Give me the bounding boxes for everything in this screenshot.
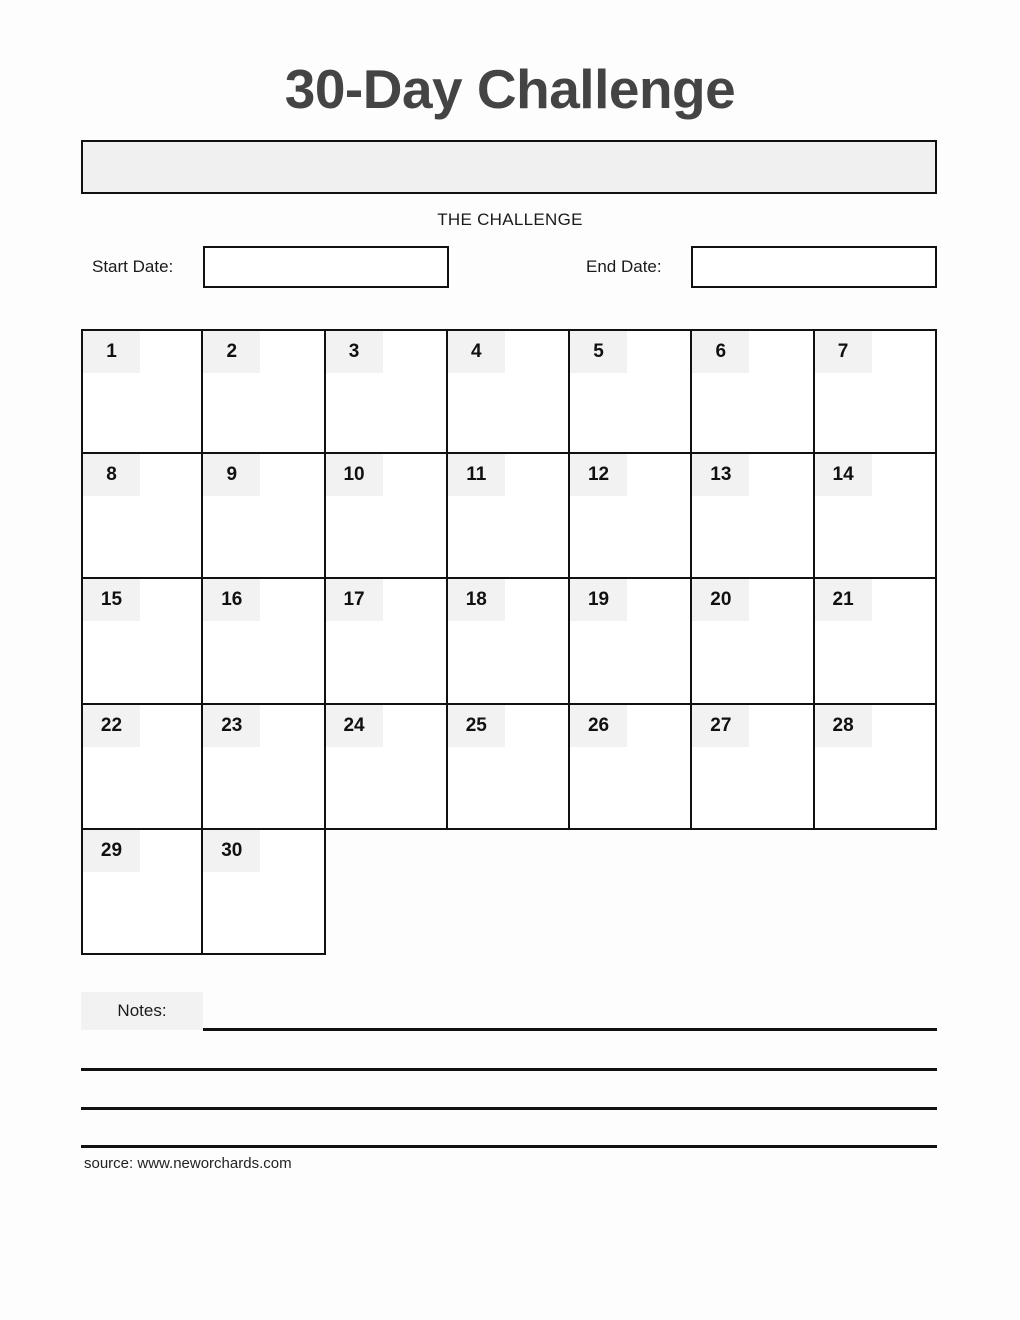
day-cell[interactable] [81,579,203,704]
day-number-badge: 8 [83,454,140,496]
day-cell[interactable] [570,579,692,704]
day-writing-area[interactable] [815,747,935,828]
day-cell[interactable] [570,705,692,830]
day-cell[interactable] [448,329,570,454]
day-number-badge: 20 [692,579,749,621]
day-number-badge: 9 [203,454,260,496]
day-writing-area[interactable] [692,496,812,577]
day-writing-area[interactable] [83,621,201,702]
day-number-badge: 18 [448,579,505,621]
day-cell[interactable] [326,579,448,704]
day-cell-empty [815,830,937,955]
day-number-badge: 25 [448,705,505,747]
notes-write-line[interactable] [81,1107,937,1110]
day-writing-area[interactable] [203,621,323,702]
day-number-badge: 26 [570,705,627,747]
day-cell[interactable] [81,329,203,454]
day-writing-area[interactable] [83,872,201,953]
day-cell-empty [448,830,570,955]
day-cell[interactable] [692,329,814,454]
day-writing-area[interactable] [83,747,201,828]
day-writing-area[interactable] [692,747,812,828]
day-number-badge: 1 [83,331,140,373]
day-number-badge: 17 [326,579,383,621]
day-writing-area[interactable] [326,496,446,577]
day-writing-area[interactable] [83,373,201,452]
day-number-badge: 11 [448,454,505,496]
day-writing-area[interactable] [570,747,690,828]
calendar-grid [81,329,937,955]
day-writing-area[interactable] [83,496,201,577]
day-cell[interactable] [692,705,814,830]
day-number-badge: 12 [570,454,627,496]
day-cell[interactable] [570,454,692,579]
day-cell[interactable] [326,454,448,579]
start-date-box[interactable] [203,246,449,288]
day-cell[interactable] [326,705,448,830]
day-number-badge: 23 [203,705,260,747]
day-number-badge: 27 [692,705,749,747]
end-date-input[interactable] [693,248,935,286]
calendar-week-row [81,705,937,830]
day-cell[interactable] [448,705,570,830]
day-cell[interactable] [815,454,937,579]
day-writing-area[interactable] [815,496,935,577]
day-cell[interactable] [203,705,325,830]
day-number-badge: 7 [815,331,872,373]
notes-write-line[interactable] [81,1145,937,1148]
day-writing-area[interactable] [203,496,323,577]
day-number-badge: 4 [448,331,505,373]
day-writing-area[interactable] [448,496,568,577]
start-date-label: Start Date: [92,257,174,276]
day-number-badge: 24 [326,705,383,747]
day-number-badge: 29 [83,830,140,872]
date-row [81,246,937,288]
day-writing-area[interactable] [326,373,446,452]
day-writing-area[interactable] [326,747,446,828]
day-cell[interactable] [203,579,325,704]
day-cell-empty [326,830,448,955]
day-number-badge: 22 [83,705,140,747]
day-writing-area[interactable] [326,621,446,702]
day-number-badge: 6 [692,331,749,373]
notes-write-line[interactable] [203,1028,937,1031]
page-title: 30-Day Challenge [284,58,736,120]
day-number-badge: 28 [815,705,872,747]
day-cell[interactable] [692,579,814,704]
day-cell[interactable] [81,705,203,830]
day-number-badge: 15 [83,579,140,621]
day-cell-empty [570,830,692,955]
day-cell-empty [692,830,814,955]
day-cell[interactable] [81,454,203,579]
day-writing-area[interactable] [203,872,323,953]
day-writing-area[interactable] [203,373,323,452]
day-cell[interactable] [203,329,325,454]
day-writing-area[interactable] [570,496,690,577]
challenge-subtitle: THE CHALLENGE [437,210,583,229]
day-writing-area[interactable] [815,373,935,452]
day-number-badge: 30 [203,830,260,872]
day-cell[interactable] [203,830,325,955]
day-number-badge: 10 [326,454,383,496]
end-date-label: End Date: [586,257,662,276]
day-cell[interactable] [570,329,692,454]
notes-label: Notes: [81,992,203,1030]
day-cell[interactable] [326,329,448,454]
day-cell[interactable] [448,454,570,579]
day-number-badge: 16 [203,579,260,621]
calendar-week-row [81,830,937,955]
day-cell[interactable] [815,579,937,704]
calendar-week-row [81,579,937,704]
day-number-badge: 3 [326,331,383,373]
day-writing-area[interactable] [692,621,812,702]
day-cell[interactable] [81,830,203,955]
challenge-title-banner[interactable] [81,140,937,194]
calendar-week-row [81,329,937,454]
day-cell[interactable] [815,705,937,830]
day-writing-area[interactable] [570,621,690,702]
day-writing-area[interactable] [815,621,935,702]
day-writing-area[interactable] [448,747,568,828]
day-writing-area[interactable] [570,373,690,452]
day-number-badge: 14 [815,454,872,496]
day-cell[interactable] [815,329,937,454]
day-writing-area[interactable] [448,621,568,702]
day-number-badge: 13 [692,454,749,496]
day-number-badge: 5 [570,331,627,373]
day-writing-area[interactable] [448,373,568,452]
day-writing-area[interactable] [692,373,812,452]
day-number-badge: 21 [815,579,872,621]
day-writing-area[interactable] [203,747,323,828]
end-date-box[interactable] [691,246,937,288]
day-cell[interactable] [692,454,814,579]
start-date-input[interactable] [205,248,447,286]
day-cell[interactable] [448,579,570,704]
day-cell[interactable] [203,454,325,579]
day-number-badge: 19 [570,579,627,621]
calendar-week-row [81,454,937,579]
source-attribution: source: www.neworchards.com [84,1155,292,1172]
day-number-badge: 2 [203,331,260,373]
notes-write-line[interactable] [81,1068,937,1071]
